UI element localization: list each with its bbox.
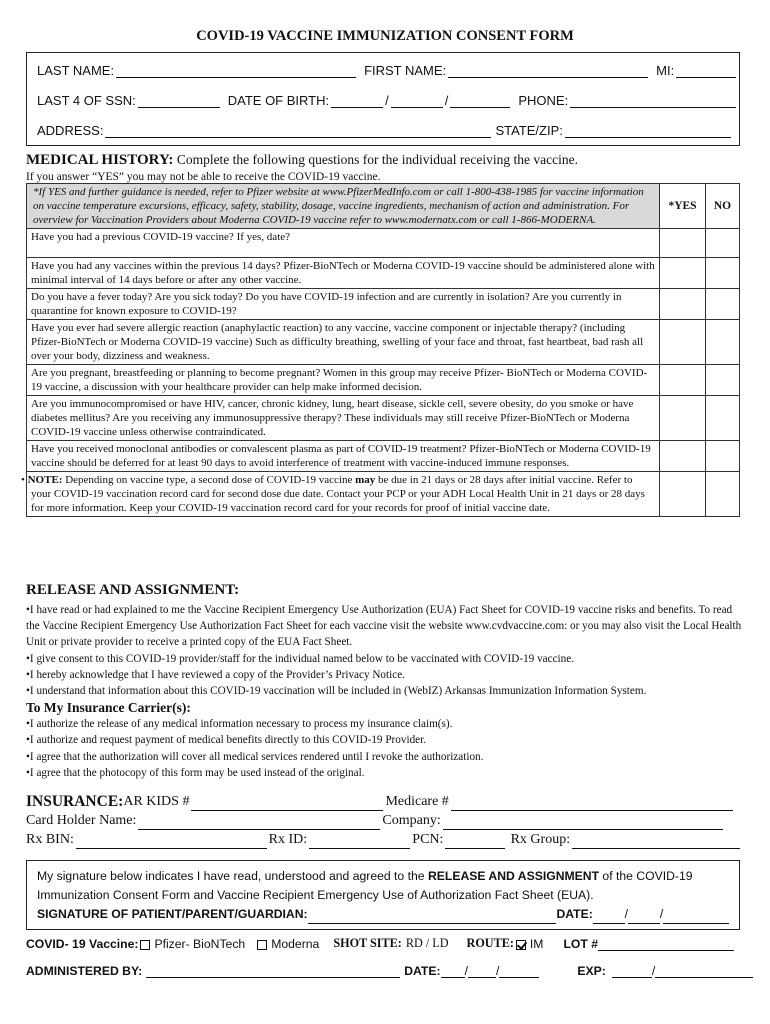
rx-group-label: Rx Group: — [510, 832, 571, 847]
yes-checkbox-cell[interactable] — [660, 396, 706, 441]
mi-label: MI: — [656, 63, 675, 78]
rx-bin-field[interactable] — [76, 835, 267, 849]
signature-field[interactable] — [308, 910, 557, 924]
signature-date-label: DATE: — [556, 907, 593, 921]
question-text: Are you immunocompromised or have HIV, cancer, chronic kidney, lung, heart disease, sickle cell, severe obesity, do you smoke or have diabetes mellitus? Are you receiving any immunosuppressive therapy? These individuals may still receive Pfizer-BioNTech or Moderna COVID-19 vaccine unless otherwise contraindicated. — [27, 396, 660, 441]
company-label: Company: — [382, 813, 441, 828]
signature-text-b: of the COVID-19 Immunization Consent Form and Vaccine Recipient Emergency Use of Authorization Fact Sheet (EUA). — [37, 869, 693, 902]
release-heading: RELEASE AND ASSIGNMENT: — [26, 582, 240, 598]
yes-checkbox-cell[interactable] — [660, 365, 706, 396]
note-text-a: Depending on vaccine type, a second dose of COVID-19 vaccine — [62, 474, 356, 486]
medical-history-heading — [26, 152, 578, 169]
exp-label: EXP: — [577, 964, 606, 978]
question-text: Are you pregnant, breastfeeding or planning to become pregnant? Women in this group may receive Pfizer- BioNTech or Moderna COVID-19 vaccine, a discussion with your healthcare provider can help make informed decision. — [27, 365, 660, 396]
no-checkbox-cell[interactable] — [706, 365, 740, 396]
medicare-label: Medicare # — [385, 794, 449, 809]
vaccine-label: COVID- 19 Vaccine: — [26, 937, 139, 951]
first-name-field[interactable] — [448, 64, 648, 78]
rx-id-label: Rx ID: — [268, 832, 308, 847]
mi-field[interactable] — [676, 64, 736, 78]
no-checkbox-cell[interactable] — [706, 229, 740, 258]
no-checkbox-cell[interactable] — [706, 396, 740, 441]
insurance-carrier-heading: To My Insurance Carrier(s): — [26, 700, 191, 716]
insurance-section — [26, 792, 742, 849]
insurance-label: INSURANCE: — [26, 793, 124, 810]
table-row — [27, 441, 740, 472]
no-checkbox-cell[interactable] — [706, 441, 740, 472]
signature-statement — [37, 867, 729, 905]
medicare-field[interactable] — [451, 797, 733, 811]
dob-month-field[interactable] — [331, 94, 383, 108]
state-zip-field[interactable] — [565, 124, 731, 138]
question-text: Have you received monoclonal antibodies or convalescent plasma as part of COVID-19 treatment? Pfizer-BioNTech or Moderna COVID-19 vaccine should be deferred for at least 90 days to avoid interference of treatment with vaccine-induced immune responses. — [27, 441, 660, 472]
note-may: may — [355, 474, 376, 486]
yes-checkbox-cell[interactable] — [660, 289, 706, 320]
insurance-item: •I authorize the release of any medical information necessary to process my insurance claim(s). — [26, 718, 453, 731]
signature-text-a: My signature below indicates I have read, understood and agreed to the — [37, 869, 428, 883]
admin-date-year[interactable] — [499, 964, 539, 978]
exp-year-field[interactable] — [655, 964, 753, 978]
exp-month-field[interactable] — [612, 964, 652, 978]
ar-kids-label: AR KIDS # — [123, 794, 190, 809]
no-checkbox-cell[interactable] — [706, 289, 740, 320]
admin-date-month[interactable] — [441, 964, 465, 978]
no-checkbox-cell[interactable] — [706, 472, 740, 517]
yes-checkbox-cell[interactable] — [660, 472, 706, 517]
insurance-item: •I authorize and request payment of medical benefits directly to this COVID-19 Provider. — [26, 734, 427, 747]
rx-group-field[interactable] — [572, 835, 740, 849]
exp-slash: / — [651, 964, 656, 978]
insurance-item: •I agree that the photocopy of this form may be used instead of the original. — [26, 766, 365, 779]
guidance-text: *If YES and further guidance is needed, refer to Pfizer website at www.PfizerMedInfo.com or call 1-800-438-1985 for vaccine information on vaccine temperature excursions, efficacy, safety, stability, dosage, vaccine ingredients, mechanism of action and administration. For overview for Vaccination Providers about Moderna COVID-19 vaccine refer to www.modernatx.com or call 1-866-MODERNA. — [27, 184, 660, 229]
lot-field[interactable] — [598, 937, 734, 951]
release-item: •I give consent to this COVID-19 provider/staff for the individual named below to be vaccinated with COVID-19 vaccine. — [26, 652, 575, 665]
first-name-label: FIRST NAME: — [364, 63, 447, 78]
signature-box — [26, 860, 740, 930]
pcn-field[interactable] — [445, 835, 504, 849]
release-text — [26, 602, 742, 781]
yes-checkbox-cell[interactable] — [660, 229, 706, 258]
route-label: ROUTE: — [466, 936, 514, 950]
pfizer-checkbox[interactable] — [140, 940, 150, 950]
insurance-item: •I agree that the authorization will cover all medical services rendered until I revoke the authorization. — [26, 750, 484, 763]
second-dose-note: • NOTE: Depending on vaccine type, a second dose of COVID-19 vaccine may be due in 21 days or 28 days after initial vaccine. Refer to your COVID-19 vaccination record card for second dose due date. Contact your PCP or your ADH Local Health Unit in 21 days or 28 days for more information. Keep your COVID-19 vaccination record card for your records for proof of initial vaccine date. — [27, 472, 660, 517]
signature-date-slash-1: / — [624, 907, 629, 921]
medical-history-warning: If you answer “YES” you may not be able to receive the COVID-19 vaccine. — [26, 171, 381, 183]
question-text: Have you ever had severe allergic reaction (anaphylactic reaction) to any vaccine, vaccine component or injectable therapy? (including Pfizer-BioNTech or Moderna COVID-19 vaccine) Such as difficulty breathing, swelling of your face and throat, fast heartbeat, bad rash all over your body, dizziness and weakness. — [27, 320, 660, 365]
admin-date-slash-1: / — [464, 964, 468, 978]
note-text-b: be due in 21 days or 28 days after initial vaccine. Refer to your COVID-19 vaccination record card for second dose due date. Contact your PCP or your ADH Local Health Unit in 21 days or 28 days for more information. Keep your COVID-19 vaccination record card for your records for proof of initial vaccine date. — [31, 474, 645, 514]
ssn-field[interactable] — [138, 94, 220, 108]
last-name-field[interactable] — [116, 64, 356, 78]
ssn-label: LAST 4 OF SSN: — [37, 93, 136, 108]
no-checkbox-cell[interactable] — [706, 258, 740, 289]
dob-label: DATE OF BIRTH: — [227, 93, 330, 108]
dob-day-field[interactable] — [391, 94, 443, 108]
release-item: •I understand that information about this COVID-19 vaccination will be included in (WebIZ) Arkansas Immunization Information System. — [26, 685, 647, 698]
release-item: •I hereby acknowledge that I have reviewed a copy of the Provider’s Privacy Notice. — [26, 668, 405, 681]
table-header-row — [27, 184, 740, 229]
ar-kids-field[interactable] — [191, 797, 383, 811]
phone-field[interactable] — [570, 94, 736, 108]
card-holder-label: Card Holder Name: — [26, 813, 137, 828]
admin-date-day[interactable] — [468, 964, 496, 978]
dob-year-field[interactable] — [450, 94, 510, 108]
pfizer-label: Pfizer- BioNTech — [154, 937, 246, 951]
signature-label: SIGNATURE OF PATIENT/PARENT/GUARDIAN: — [37, 907, 308, 921]
table-row — [27, 289, 740, 320]
yes-checkbox-cell[interactable] — [660, 441, 706, 472]
question-text: Have you had any vaccines within the previous 14 days? Pfizer-BioNTech or Moderna COVID-19 vaccine should be administered alone with minimal interval of 14 days before or after any other vaccine. — [27, 258, 660, 289]
pcn-label: PCN: — [412, 832, 444, 847]
vaccine-admin-row — [26, 936, 734, 951]
yes-checkbox-cell[interactable] — [660, 320, 706, 365]
company-field[interactable] — [443, 816, 723, 830]
dob-slash-1: / — [385, 93, 389, 108]
state-zip-label: STATE/ZIP: — [495, 123, 563, 138]
admin-date-slash-2: / — [495, 964, 500, 978]
route-im-checkbox[interactable] — [516, 940, 526, 950]
medical-history-table — [21, 183, 740, 517]
question-text: Do you have a fever today? Are you sick today? Do you have COVID-19 infection and are currently in isolation? Are you currently in quarantine for known exposure to COVID-19? — [27, 289, 660, 320]
patient-info-box — [26, 52, 740, 146]
signature-text-bold: RELEASE AND ASSIGNMENT — [427, 869, 600, 883]
signature-date-slash-2: / — [659, 907, 664, 921]
signature-date-year[interactable] — [663, 910, 729, 924]
phone-label: PHONE: — [518, 93, 569, 108]
table-row — [27, 229, 740, 258]
address-label: ADDRESS: — [37, 123, 104, 138]
dob-slash-2: / — [444, 93, 449, 108]
last-name-label: LAST NAME: — [37, 63, 115, 78]
card-holder-field[interactable] — [138, 816, 380, 830]
table-row — [27, 258, 740, 289]
moderna-label: Moderna — [271, 937, 320, 951]
table-row — [27, 365, 740, 396]
lot-label: LOT # — [563, 937, 599, 951]
no-column-header: NO — [706, 184, 740, 229]
release-item: •I have read or had explained to me the Vaccine Recipient Emergency Use Authorization (EUA) Fact Sheet for COVID-19 vaccine risks and benefits. To read the Vaccine Recipient Emergency Use Authorization Fact Sheet for each vaccine visit the website www.cvdvaccine.com: or you may also visit the Local Health Unit or private provider to receive a printed copy of the EUA Fact Sheet. — [26, 604, 742, 649]
table-row — [27, 396, 740, 441]
yes-checkbox-cell[interactable] — [660, 258, 706, 289]
no-checkbox-cell[interactable] — [706, 320, 740, 365]
admin-date-label: DATE: — [404, 964, 441, 978]
administered-by-label: ADMINISTERED BY: — [26, 964, 143, 978]
signature-date-day[interactable] — [628, 910, 660, 924]
note-label: NOTE: — [27, 474, 63, 486]
signature-date-month[interactable] — [593, 910, 625, 924]
medical-history-title: MEDICAL HISTORY: — [26, 152, 174, 168]
rx-id-field[interactable] — [309, 835, 410, 849]
administered-row — [26, 964, 753, 978]
question-text: Have you had a previous COVID-19 vaccine? If yes, date? — [27, 229, 660, 258]
shot-site-label: SHOT SITE: — [333, 936, 402, 950]
route-value: IM — [529, 937, 544, 951]
administered-by-field[interactable] — [146, 964, 400, 978]
moderna-checkbox[interactable] — [257, 940, 267, 950]
medical-history-instructions: Complete the following questions for the individual receiving the vaccine. — [173, 152, 578, 167]
table-row — [27, 320, 740, 365]
rx-bin-label: Rx BIN: — [26, 832, 74, 847]
yes-column-header: *YES — [660, 184, 706, 229]
table-row — [27, 472, 740, 517]
address-field[interactable] — [105, 124, 491, 138]
shot-site-options[interactable]: RD / LD — [405, 936, 449, 950]
form-title: COVID-19 VACCINE IMMUNIZATION CONSENT FORM — [196, 28, 574, 44]
